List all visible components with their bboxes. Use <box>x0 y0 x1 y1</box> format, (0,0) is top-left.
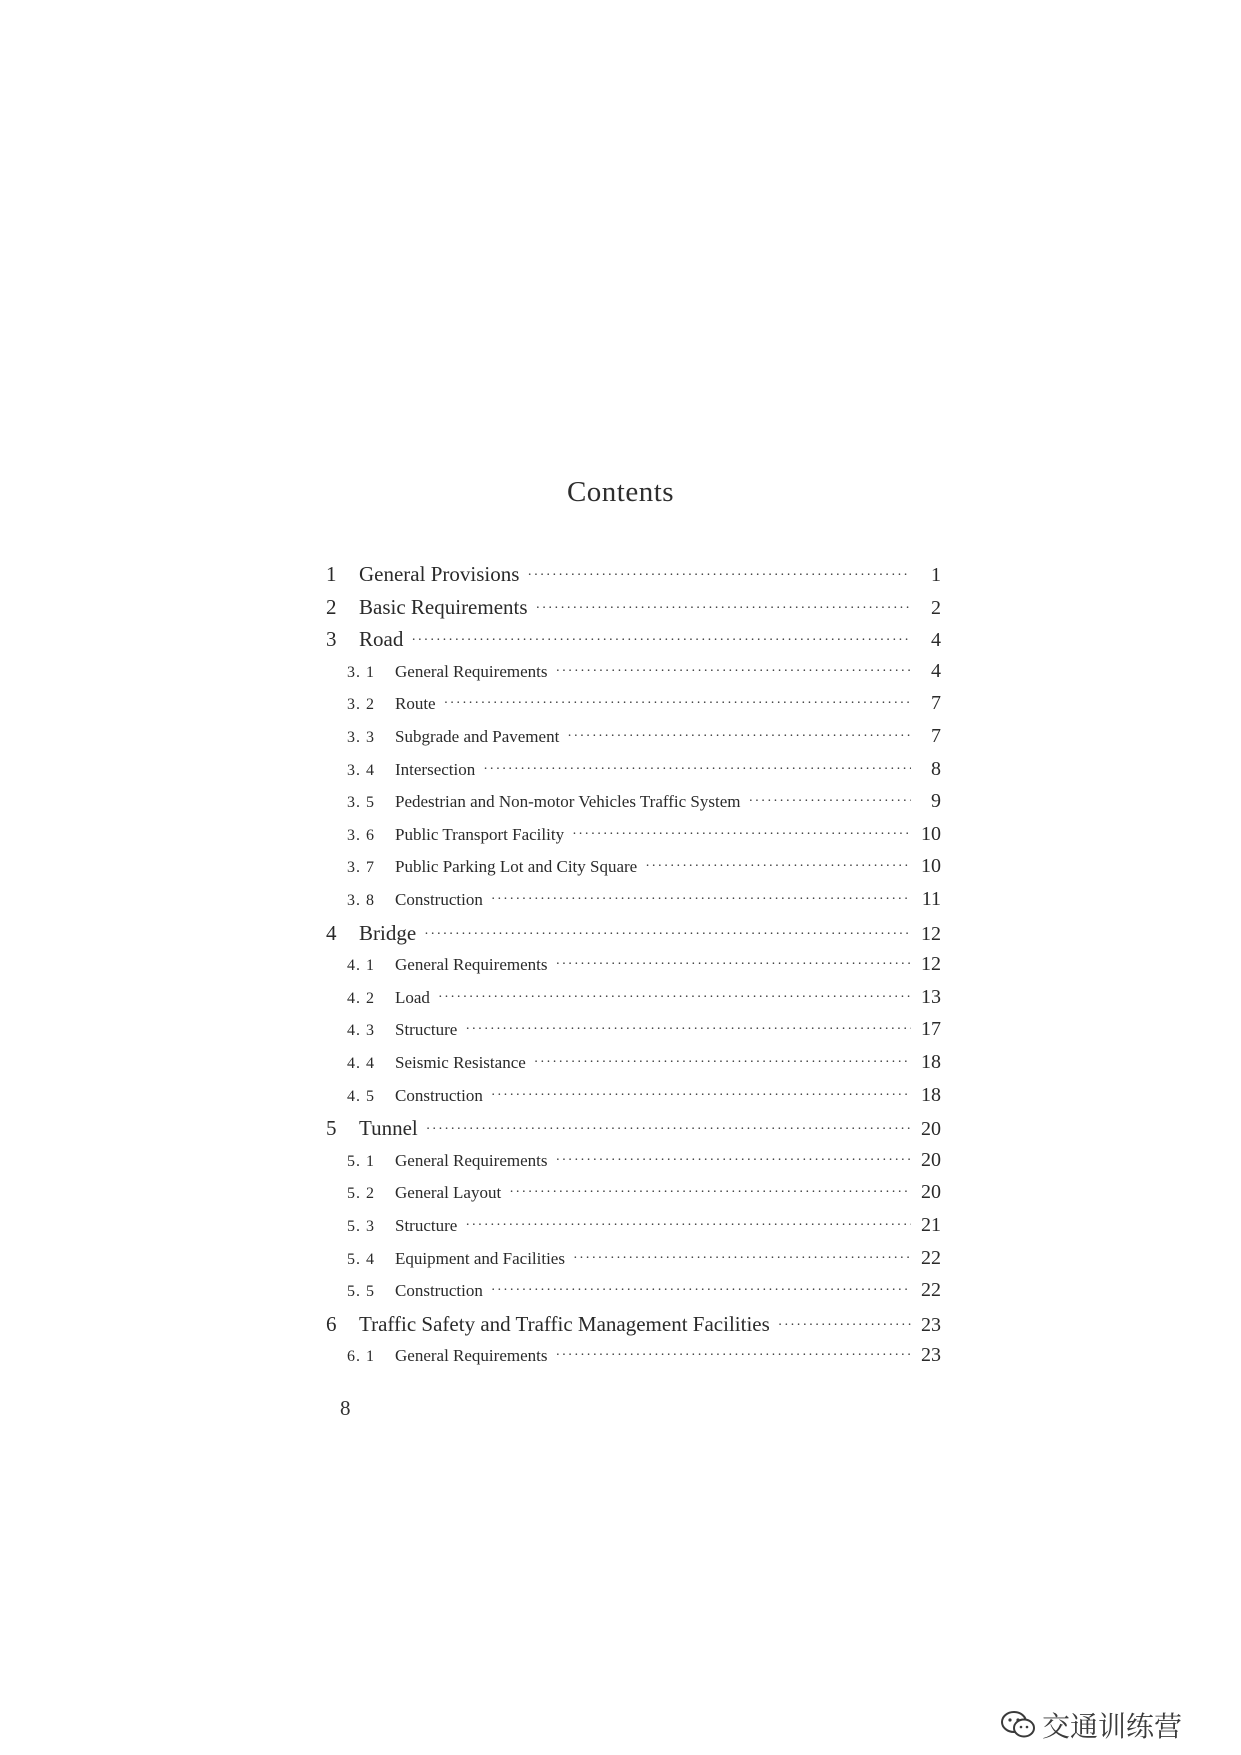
page-title: Contents <box>566 476 675 508</box>
toc-entry-title: Public Transport Facility <box>395 824 565 844</box>
toc-entry-number: 5 <box>326 1116 337 1141</box>
toc-entry-number: 1 <box>326 562 337 586</box>
toc-section-row <box>326 855 941 888</box>
toc-dot-leader <box>411 633 911 649</box>
toc-entry-page: 11 <box>921 888 941 910</box>
toc-entry-number: 6 <box>326 1311 337 1336</box>
toc-chapter-row <box>326 1312 941 1345</box>
toc-entry-number: 5. 4 <box>347 1250 375 1268</box>
toc-entry-page: 2 <box>931 596 941 619</box>
toc-entry-title: Pedestrian and Non-motor Vehicles Traffic System <box>395 792 741 812</box>
watermark <box>1000 1705 1182 1745</box>
toc-entry-number: 4. 5 <box>347 1087 375 1105</box>
toc-entry-title: Bridge <box>359 920 417 945</box>
toc-entry-title: Construction <box>395 890 483 909</box>
toc-dot-leader <box>534 1055 911 1071</box>
toc-entry-page: 10 <box>921 822 941 845</box>
toc-section-row <box>326 1279 941 1312</box>
toc-entry-number: 4. 2 <box>347 989 375 1007</box>
toc-entry-title: General Requirements <box>395 661 548 681</box>
toc-entry-title: Tunnel <box>359 1116 418 1141</box>
toc-section-row <box>326 1344 941 1377</box>
watermark-text: 交通训练营 <box>1042 1710 1183 1743</box>
toc-section-row <box>326 1018 941 1051</box>
toc-dot-leader <box>555 957 911 973</box>
toc-dot-leader <box>465 1022 911 1038</box>
toc-entry-number: 4. 4 <box>347 1055 375 1072</box>
toc-dot-leader <box>491 892 911 908</box>
toc-entry-number: 6. 1 <box>347 1348 375 1366</box>
toc-section-row <box>326 758 941 791</box>
toc-dot-leader <box>567 729 911 745</box>
toc-entry-number: 5. 2 <box>347 1185 375 1203</box>
toc-section-row <box>326 953 941 986</box>
toc-entry-page: 13 <box>921 985 941 1008</box>
toc-entry-title: Basic Requirements <box>359 594 528 619</box>
toc-entry-number: 4. 1 <box>347 957 375 975</box>
toc-entry-number: 5. 5 <box>347 1283 375 1301</box>
toc-dot-leader <box>555 1348 911 1364</box>
toc-section-row <box>326 1181 941 1214</box>
toc-entry-page: 4 <box>931 629 941 652</box>
toc-dot-leader <box>573 1251 911 1267</box>
toc-entry-page: 1 <box>931 564 941 586</box>
toc-entry-number: 4. 3 <box>347 1022 375 1040</box>
toc-dot-leader <box>527 568 911 584</box>
toc-entry-title: Equipment and Facilities <box>395 1248 565 1268</box>
toc-section-row <box>326 692 941 725</box>
toc-entry-page: 23 <box>921 1313 941 1336</box>
toc-entry-page: 18 <box>921 1083 941 1106</box>
toc-section-row <box>326 1247 941 1280</box>
toc-entry-page: 12 <box>921 953 941 976</box>
toc-chapter-row <box>326 627 941 660</box>
toc-entry-number: 3. 1 <box>347 663 375 681</box>
toc-chapter-row <box>326 921 941 954</box>
toc-entry-title: General Provisions <box>359 562 520 586</box>
toc-entry-number: 3. 7 <box>347 859 375 877</box>
toc-entry-number: 3. 2 <box>347 696 375 714</box>
toc-entry-page: 17 <box>921 1018 941 1041</box>
toc-entry-page: 7 <box>931 725 941 747</box>
toc-entry-page: 18 <box>921 1051 941 1073</box>
toc-section-row <box>326 790 941 823</box>
toc-dot-leader <box>555 664 911 680</box>
toc-section-row <box>326 1149 941 1182</box>
toc-entry-page: 8 <box>931 757 941 780</box>
toc-entry-title: Structure <box>395 1216 458 1235</box>
toc-section-row <box>326 725 941 758</box>
toc-dot-leader <box>444 696 911 712</box>
toc-section-row <box>326 1051 941 1084</box>
toc-chapter-row <box>326 595 941 628</box>
toc-dot-leader <box>465 1218 911 1234</box>
toc-entry-title: General Requirements <box>395 1150 548 1170</box>
toc-entry-number: 4 <box>326 920 337 945</box>
toc-entry-page: 10 <box>921 855 941 878</box>
toc-chapter-row <box>326 562 941 595</box>
toc-entry-number: 3 <box>326 627 337 652</box>
toc-dot-leader <box>424 927 911 943</box>
toc-entry-page: 22 <box>921 1246 941 1269</box>
toc-section-row <box>326 823 941 856</box>
toc-dot-leader <box>491 1283 911 1299</box>
toc-entry-number: 5. 3 <box>347 1218 375 1235</box>
toc-entry-number: 5. 1 <box>347 1152 375 1170</box>
toc-dot-leader <box>426 1122 911 1138</box>
toc-entry-title: General Requirements <box>395 955 548 975</box>
toc-dot-leader <box>509 1185 911 1201</box>
toc-dot-leader <box>645 859 911 875</box>
toc-entry-page: 21 <box>921 1214 941 1236</box>
toc-entry-number: 3. 8 <box>347 892 375 909</box>
toc-entry-title: Route <box>395 694 436 714</box>
toc-entry-page: 9 <box>931 790 941 813</box>
toc-entry-page: 12 <box>921 922 941 945</box>
toc-entry-page: 20 <box>921 1181 941 1204</box>
toc-entry-title: General Requirements <box>395 1346 548 1366</box>
toc-entry-page: 7 <box>931 692 941 715</box>
toc-entry-title: Traffic Safety and Traffic Management Facilities <box>359 1311 770 1336</box>
toc-entry-title: Intersection <box>395 759 476 779</box>
toc-entry-title: Seismic Resistance <box>395 1053 526 1072</box>
toc-entry-page: 20 <box>921 1118 941 1141</box>
toc-dot-leader <box>536 601 911 617</box>
toc-entry-number: 3. 3 <box>347 729 375 746</box>
toc-entry-title: Construction <box>395 1281 483 1301</box>
toc-entry-number: 3. 6 <box>347 826 375 844</box>
toc-section-row <box>326 660 941 693</box>
toc-dot-leader <box>778 1318 911 1334</box>
toc-section-row <box>326 1214 941 1247</box>
toc-entry-page: 22 <box>921 1279 941 1302</box>
toc-entry-number: 2 <box>326 594 337 619</box>
toc-section-row <box>326 888 941 921</box>
toc-entry-title: Public Parking Lot and City Square <box>395 857 638 877</box>
toc-chapter-row <box>326 1116 941 1149</box>
toc-entry-title: Construction <box>395 1085 483 1105</box>
toc-entry-page: 23 <box>921 1344 941 1367</box>
toc-dot-leader <box>483 762 911 778</box>
toc-entry-page: 4 <box>931 659 941 682</box>
toc-entry-title: Structure <box>395 1020 458 1040</box>
toc-entry-title: Subgrade and Pavement <box>395 727 560 746</box>
wechat-icon <box>1000 1710 1036 1740</box>
toc-entry-number: 3. 4 <box>347 761 375 779</box>
toc-dot-leader <box>748 794 911 810</box>
toc-entry-title: Load <box>395 987 430 1007</box>
toc-dot-leader <box>572 827 911 843</box>
toc-entry-page: 20 <box>921 1148 941 1171</box>
toc-section-row <box>326 986 941 1019</box>
toc-entry-title: General Layout <box>395 1183 502 1203</box>
toc-dot-leader <box>491 1088 911 1104</box>
toc-section-row <box>326 1084 941 1117</box>
toc-dot-leader <box>555 1153 911 1169</box>
page-number: 8 <box>340 1396 351 1420</box>
toc-entry-title: Road <box>359 627 404 652</box>
toc-dot-leader <box>438 990 911 1006</box>
toc-entry-number: 3. 5 <box>347 794 375 812</box>
